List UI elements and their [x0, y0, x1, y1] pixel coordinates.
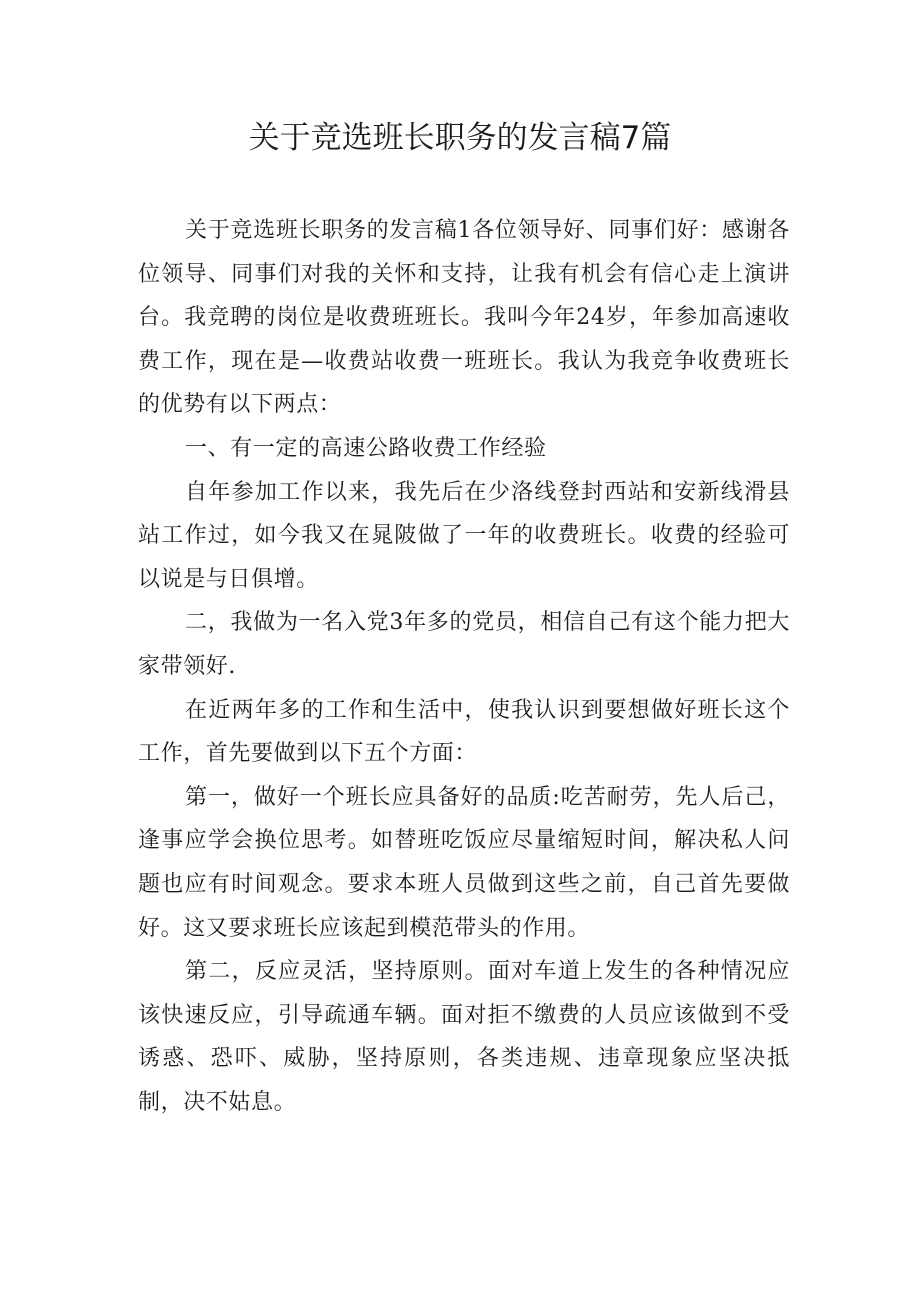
paragraph-experience: 自年参加工作以来，我先后在少洛线登封西站和安新线滑县站工作过，如今我又在晁陂做了一年的收费班长。收费的经验可以说是与日俱增。 — [138, 479, 790, 592]
document-title: 关于竞选班长职务的发言稿7篇 — [248, 120, 672, 156]
paragraph-point-one: 第一，做好一个班长应具备好的品质:吃苦耐劳，先人后己，逢事应学会换位思考。如替班吃饭应尽量缩短时间，解决私人问题也应有时间观念。要求本班人员做到这些之前，自己首先要做好。这又要求班长应该起到模范带头的作用。 — [138, 784, 790, 941]
paragraph-intro: 关于竞选班长职务的发言稿1各位领导好、同事们好：感谢各位领导、同事们对我的关怀和支持，让我有机会有信心走上演讲台。我竞聘的岗位是收费班班长。我叫今年24岁，年参加高速收费工作，现在是—收费站收费一班班长。我认为我竞争收费班长的优势有以下两点： — [138, 218, 790, 418]
paragraph-point-two: 第二，反应灵活，坚持原则。面对车道上发生的各种情况应该快速反应，引导疏通车辆。面对拒不缴费的人员应该做到不受诱惑、恐吓、威胁，坚持原则，各类违规、违章现象应坚决抵制，决不姑息。 — [138, 959, 790, 1115]
paragraph-heading-two: 二，我做为一名入党3年多的党员，相信自己有这个能力把大家带领好. — [138, 610, 790, 679]
paragraph-heading-one: 一、有一定的高速公路收费工作经验 — [185, 435, 547, 461]
paragraph-five-aspects: 在近两年多的工作和生活中，使我认识到要想做好班长这个工作，首先要做到以下五个方面： — [138, 697, 790, 767]
document-body — [138, 209, 790, 1124]
